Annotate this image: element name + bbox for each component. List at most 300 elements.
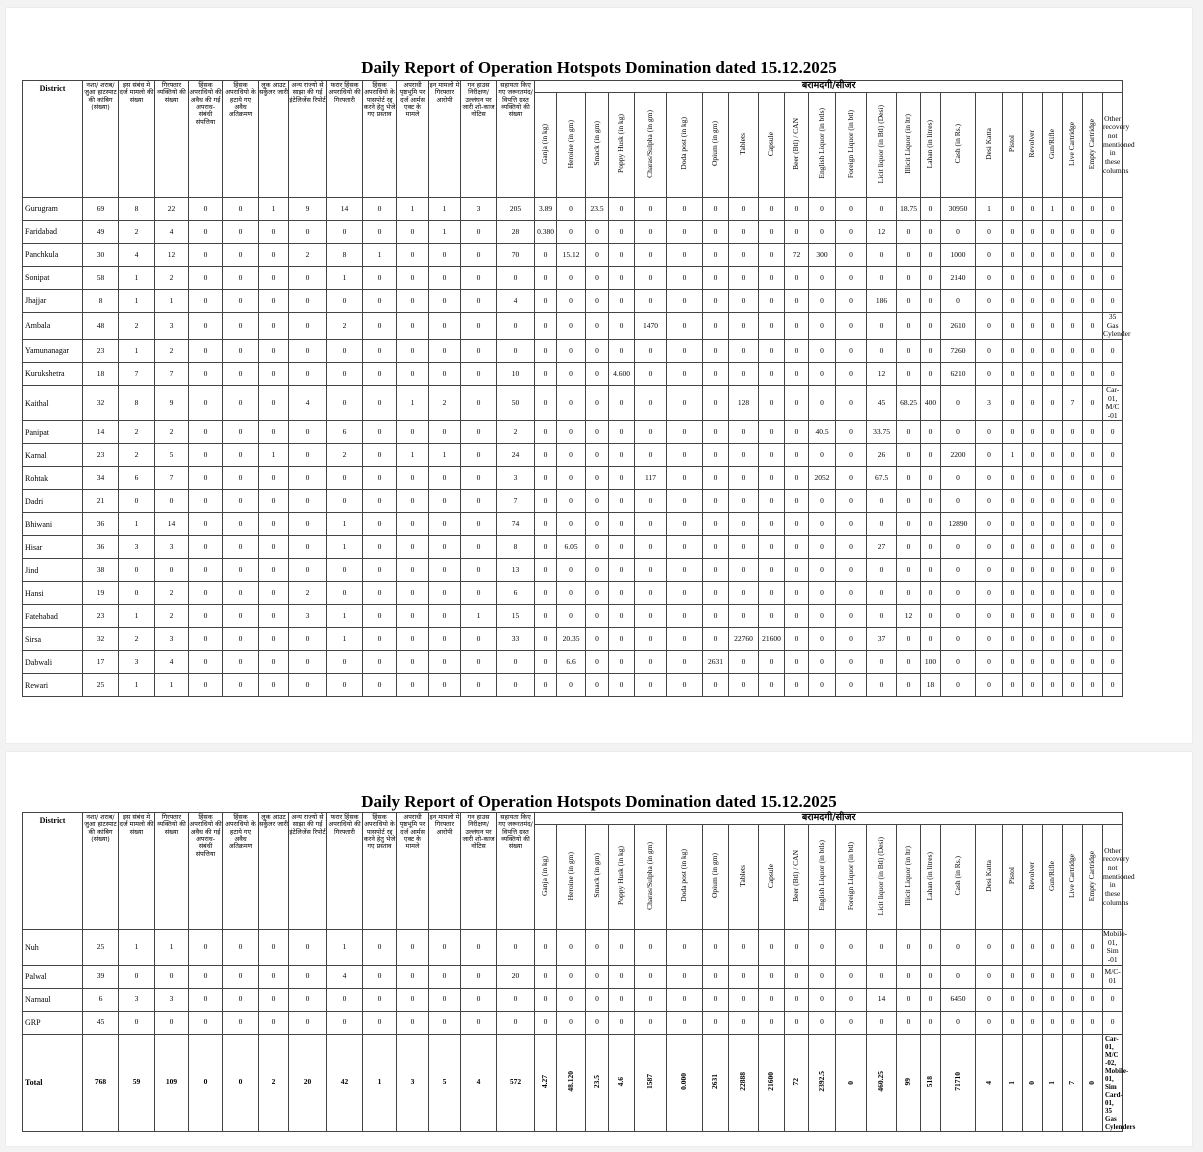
table-cell: 0 [609,467,635,490]
table-cell: 0 [809,290,836,313]
table-cell: 0 [259,362,289,385]
table-cell: 0 [785,267,809,290]
table-cell: 0 [1063,582,1083,605]
table-cell: 0 [397,221,429,244]
total-value: 99 [903,1077,913,1086]
table-cell: 0 [897,339,921,362]
table-cell: 0 [327,988,363,1011]
table-cell: 0 [363,513,397,536]
table-cell: 2 [289,582,327,605]
table-cell: 0 [1023,421,1043,444]
table-cell: 0 [635,582,667,605]
table-cell: 0 [867,965,897,988]
table-cell: 0 [1063,467,1083,490]
table-cell: 0 [535,385,557,421]
table-cell: 0 [363,674,397,697]
table-cell: 0 [703,313,729,340]
table-cell: 0 [667,513,703,536]
table-cell: 0 [259,988,289,1011]
table-cell: 0 [557,444,586,467]
table-cell: 0 [1043,988,1063,1011]
table-cell: 0 [609,559,635,582]
table-cell: 0 [635,605,667,628]
table-cell: 0 [397,988,429,1011]
table-cell: 0 [189,362,223,385]
table-cell: 0 [667,559,703,582]
table-cell: 0 [667,965,703,988]
table-cell: 9 [289,198,327,221]
table-row [23,988,1203,1011]
table-cell: 6210 [941,362,976,385]
district-name: Kurukshetra [23,362,83,385]
table-cell: 0 [867,513,897,536]
table-cell: 2 [119,628,155,651]
table-cell: 24 [497,444,535,467]
table-cell: 0 [557,313,586,340]
table-cell: 0.380 [535,221,557,244]
table-cell: 0 [189,444,223,467]
seizure-column-header [557,93,586,198]
table-cell: 0 [535,362,557,385]
table-cell: 0 [703,198,729,221]
table-cell: 0 [259,930,289,966]
table-cell: 0 [429,674,461,697]
table-cell: 0 [1063,536,1083,559]
table-cell: 0 [1063,628,1083,651]
table-cell: 0 [363,467,397,490]
table-cell: 0 [461,339,497,362]
table-cell: 0 [703,605,729,628]
table-cell: 0 [609,385,635,421]
table-cell: 0 [759,267,785,290]
table-cell: 0 [223,605,259,628]
table-cell: 0 [836,385,867,421]
table-cell: 0 [429,536,461,559]
table-cell: 0 [976,267,1003,290]
table-cell: 0 [897,362,921,385]
table-cell: 0 [635,221,667,244]
seizure-column-label: Licit liquor (in Btl) (Desi) [876,836,886,915]
table-cell: 0 [397,244,429,267]
table-cell: 0 [703,421,729,444]
table-cell: 1 [461,605,497,628]
table-cell: 0 [586,930,609,966]
table-cell: 0 [809,339,836,362]
table-cell: 0 [1063,513,1083,536]
seizure-column-header [1063,825,1083,930]
table-cell: 0 [921,513,941,536]
table-cell: 0 [897,651,921,674]
table-cell: 0 [785,444,809,467]
total-row [23,1034,1203,1132]
table-cell: 0 [836,339,867,362]
table-cell: 0 [941,628,976,651]
table-cell: 0 [609,313,635,340]
table-cell: 0 [836,421,867,444]
table-cell: 0 [1043,651,1063,674]
table-cell: 0 [729,513,759,536]
table-cell: 0 [809,490,836,513]
table-cell: 2 [119,444,155,467]
table-cell: 1 [259,198,289,221]
table-cell: 0 [785,513,809,536]
seizure-column-header [941,825,976,930]
table-cell: 23 [83,605,119,628]
total-cell [759,1034,785,1132]
table-cell: 0 [1103,605,1123,628]
table-cell: 0 [223,988,259,1011]
table-cell: 100 [921,651,941,674]
table-row [23,290,1203,313]
table-cell: 2 [155,605,189,628]
table-cell: 72 [785,244,809,267]
table-cell: 0 [921,988,941,1011]
table-row [23,198,1203,221]
table-cell: 0 [729,444,759,467]
table-cell: 0 [1103,444,1123,467]
table-cell: 0 [535,313,557,340]
table-cell: 0 [429,362,461,385]
table-cell: 0 [1023,467,1043,490]
table-cell: 0 [635,362,667,385]
table-cell: 6.6 [557,651,586,674]
table-cell: 12 [867,362,897,385]
table-cell: 0 [363,582,397,605]
table-cell: 0 [785,582,809,605]
table-cell: 0 [363,559,397,582]
table-cell: 1 [1043,198,1063,221]
table-cell: 0 [609,988,635,1011]
table-cell: 0 [609,1011,635,1034]
table-cell: 0 [535,628,557,651]
table-cell: 0 [667,267,703,290]
seizure-column-header [836,825,867,930]
table-cell: 0 [1003,221,1023,244]
table-cell: 2 [155,267,189,290]
table-cell: 2 [429,385,461,421]
table-cell: 0 [897,582,921,605]
table-cell: 0 [785,421,809,444]
seizure-column-header [729,93,759,198]
table-cell: 0 [586,362,609,385]
district-name: Panchkula [23,244,83,267]
table-cell: 0 [703,444,729,467]
table-cell: 0 [1103,490,1123,513]
table-cell: 0 [759,582,785,605]
table-cell: 0 [586,582,609,605]
table-cell: 0 [259,536,289,559]
total-cell: 572 [497,1034,535,1132]
table-row [23,221,1203,244]
seizure-column-label: Desi Katta [983,127,993,160]
district-name: Rohtak [23,467,83,490]
table-cell: 0 [461,513,497,536]
table-cell: 0 [223,467,259,490]
table-cell: 0 [759,244,785,267]
table-cell: 0 [941,965,976,988]
seizure-column-label: Beer (Btl) / CAN [791,849,801,902]
table-cell: 0 [429,421,461,444]
table-cell: 0 [497,313,535,340]
table-cell: 0 [759,221,785,244]
table-cell: 0 [703,490,729,513]
table-cell: 0 [809,536,836,559]
table-cell: 0 [461,444,497,467]
seizure-column-header [1003,93,1023,198]
table-cell: 0 [941,490,976,513]
table-cell: 0 [535,513,557,536]
table-cell: 0 [667,490,703,513]
table-cell: 0 [897,1011,921,1034]
table-cell: 0 [1083,467,1103,490]
table-cell: 0 [327,1011,363,1034]
table-cell: 0 [1063,965,1083,988]
table-cell: 0 [586,421,609,444]
table-cell: 0 [461,490,497,513]
table-cell: 0 [461,559,497,582]
table-cell: 0 [785,221,809,244]
table-cell: 0 [759,385,785,421]
table-cell: M/C-01 [1103,965,1123,988]
table-cell: 6 [119,467,155,490]
table-cell: 0 [363,651,397,674]
table-cell: 0 [223,536,259,559]
seizure-column-label: Revolver [1027,129,1037,158]
hotspot-report-table [22,80,1203,697]
table-cell: 0 [1003,1011,1023,1034]
table-cell: 0 [461,467,497,490]
table-cell: 0 [785,628,809,651]
table-cell: 0 [703,467,729,490]
table-cell: 0 [557,582,586,605]
table-cell: 0 [259,651,289,674]
table-cell: 0 [1103,290,1123,313]
table-cell: 1 [119,930,155,966]
table-cell: 0 [1063,267,1083,290]
table-cell: 0 [1023,930,1043,966]
seizure-column-label: Revolver [1027,861,1037,890]
table-cell: 0 [785,490,809,513]
table-cell: 0 [836,605,867,628]
table-cell: 0 [1043,267,1063,290]
table-cell: 0 [635,930,667,966]
table-cell: 0 [289,1011,327,1034]
table-cell: 0 [759,536,785,559]
table-cell: 0 [327,651,363,674]
table-cell: 0 [557,965,586,988]
table-cell: 0 [635,244,667,267]
table-cell: 0 [667,605,703,628]
table-cell: 9 [155,385,189,421]
table-cell: 35 Gas Cylender [1103,312,1131,339]
table-cell: 0 [327,339,363,362]
table-cell: 0 [397,339,429,362]
total-cell [941,1034,976,1132]
table-cell: 0 [667,421,703,444]
total-cell [557,1034,586,1132]
total-cell: 2 [259,1034,289,1132]
table-cell: 0 [703,362,729,385]
district-name: Jhajjar [23,290,83,313]
total-value: 2631 [710,1073,720,1089]
table-cell: 6 [83,988,119,1011]
table-cell: 0 [1003,198,1023,221]
total-cell: 20 [289,1034,327,1132]
table-cell: 0 [535,490,557,513]
total-cell [976,1034,1003,1132]
table-cell: 0 [223,930,259,966]
table-cell: 2 [155,339,189,362]
table-cell: 0 [429,1011,461,1034]
table-cell: 0 [703,1011,729,1034]
table-cell: 0 [1043,605,1063,628]
table-cell: 0 [535,651,557,674]
table-cell: 14 [83,421,119,444]
table-cell: 0 [535,536,557,559]
table-cell: 0 [1063,244,1083,267]
table-cell: 0 [609,421,635,444]
total-cell [867,1034,897,1132]
table-cell: 0 [223,651,259,674]
table-cell: 36 [83,536,119,559]
table-cell: 58 [83,267,119,290]
table-cell: 0 [397,362,429,385]
table-cell: 0 [535,244,557,267]
total-cell [729,1034,759,1132]
total-value: 7 [1067,1080,1077,1085]
table-cell: 0 [976,965,1003,988]
table-cell: 1 [976,198,1003,221]
table-cell: 0 [1003,628,1023,651]
table-cell: 0 [1083,339,1103,362]
table-cell: 0 [635,651,667,674]
table-cell: 0 [759,513,785,536]
table-cell: 0 [836,674,867,697]
table-cell: 5 [155,444,189,467]
seizure-column-label: Ganja (in kg) [540,123,550,164]
table-cell: 0 [759,930,785,966]
table-cell: 0 [1003,536,1023,559]
table-cell: 2 [155,582,189,605]
table-cell: 0 [223,582,259,605]
table-cell: 0 [363,930,397,966]
table-cell: 0 [557,385,586,421]
table-cell: 0 [897,674,921,697]
table-cell: 0 [921,221,941,244]
table-cell: 23 [83,339,119,362]
table-cell: 0 [1003,362,1023,385]
table-cell: 0 [289,362,327,385]
table-cell: 3 [155,988,189,1011]
table-cell: 0 [921,267,941,290]
table-cell: 0 [289,988,327,1011]
table-cell: 37 [867,628,897,651]
table-cell: 0 [363,290,397,313]
table-cell: 0 [897,628,921,651]
table-cell: 0 [429,628,461,651]
table-cell: 0 [635,290,667,313]
total-cell: 0 [223,1034,259,1132]
table-cell: 0 [1063,198,1083,221]
table-cell: 0 [155,965,189,988]
column-header: लुक आउट सर्कुलर जारी [259,813,289,930]
table-cell: 0 [703,221,729,244]
table-cell: 0 [667,198,703,221]
district-name: Faridabad [23,221,83,244]
table-row [23,467,1203,490]
table-cell: 0 [836,467,867,490]
table-cell: 0 [259,1011,289,1034]
table-cell: 70 [497,244,535,267]
table-row [23,628,1203,651]
table-cell: 0 [1003,930,1023,966]
table-cell: 0 [1083,221,1103,244]
table-cell: 0 [703,267,729,290]
table-cell: 0 [836,628,867,651]
table-cell: 0 [429,513,461,536]
table-cell: 0 [397,651,429,674]
table-cell: 0 [1083,1011,1103,1034]
table-cell: 0 [609,221,635,244]
table-cell: 0 [429,467,461,490]
table-cell: 0 [836,362,867,385]
table-cell: 0 [729,651,759,674]
table-cell: 0 [1003,267,1023,290]
table-cell: 0 [259,313,289,340]
table-cell: 0 [1043,674,1063,697]
table-cell: 0 [1063,339,1083,362]
table-cell: 0 [586,988,609,1011]
table-cell: 0 [223,385,259,421]
table-cell: 0 [897,267,921,290]
table-cell: 0 [785,290,809,313]
table-cell: 0 [1083,930,1103,966]
table-cell: 0 [785,339,809,362]
seizure-column-label: Licit liquor (in Btl) (Desi) [876,104,886,183]
table-cell: 0 [1003,490,1023,513]
table-cell: 6 [327,421,363,444]
table-cell: 0 [327,221,363,244]
table-cell: 0 [259,385,289,421]
report-title: Daily Report of Operation Hotspots Domination dated 15.12.2025 [361,792,837,811]
seizure-column-label: Heroine (in gm) [565,851,575,900]
table-cell: 0 [189,385,223,421]
table-cell: 0 [119,582,155,605]
total-value: 460.25 [876,1071,886,1092]
table-cell: 0 [1043,930,1063,966]
total-cell [897,1034,921,1132]
other-recovery-header: Other recovery not mentioned in these columns [1103,825,1123,930]
table-cell: 0 [667,339,703,362]
table-cell: 0 [941,674,976,697]
table-cell: 0 [429,244,461,267]
table-cell: 0 [635,628,667,651]
table-cell: 0 [867,674,897,697]
total-cell: 42 [327,1034,363,1132]
total-cell [785,1034,809,1132]
table-cell: 0 [289,267,327,290]
table-cell: 0 [729,267,759,290]
table-cell: 0 [119,1011,155,1034]
table-cell: 38 [83,559,119,582]
seizure-column-label: Desi Katta [983,859,993,892]
table-cell: 0 [1103,467,1123,490]
table-row [23,244,1203,267]
table-cell: 0 [1083,290,1103,313]
table-cell: 0 [897,559,921,582]
table-cell: 0 [836,651,867,674]
table-cell: 0 [1083,559,1103,582]
